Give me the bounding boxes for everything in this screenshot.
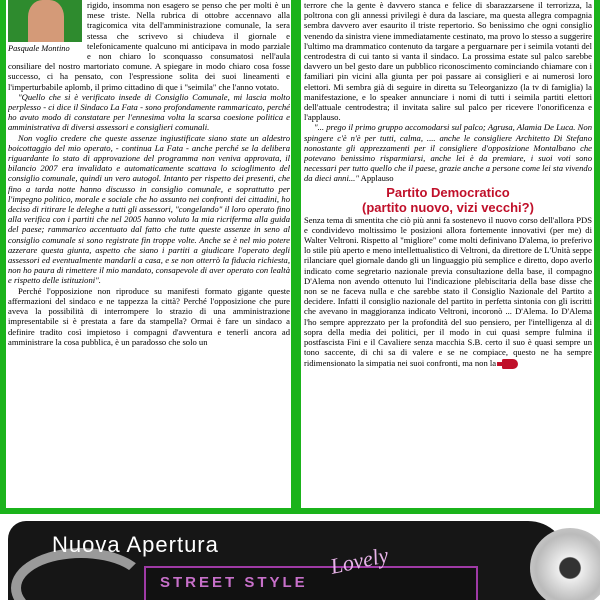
applause-text: Applauso: [360, 173, 394, 184]
banner-logo-script: Lovely: [327, 542, 391, 579]
pd-section-title: [304, 185, 592, 215]
author-photo-block: [8, 0, 84, 54]
green-frame-right: [594, 0, 600, 514]
ceremony-quote: "... prego il primo gruppo accomodarsi sul palco; Agrusa, Alamia De Luca. Non spingere c'è n'è per tutti, calma, .... anche le consigliere Architetto Di Stefano nonostante gli apprezzamenti per il consigliere d'opposizione Montalbano che potevano benissimo risparmiarsi, anche lei è da premiare, i suoi voti sono necessari per tutto quello che il paese, grazie anche a persone come lei sta vivendo da dieci anni..." Applauso: [304, 122, 592, 184]
left-column: [8, 0, 290, 506]
right-top-paragraph: terrore che la gente è davvero stanca e felice di sbarazzarsene il terrorizza, la poltrona con gli annessi privilegi è dura da lasciare, ma questa allegra compagnia sembra davvero aver esaurito il triste repertorio. So benissimo che ogni consiglio venendo da sinistra viene immediatamente cestinato, ma provo lo stesso a suggerire l'ultimo ma drammatico contenuto da targare a perguarnare per i seimila votanti del centrodestra di cui tanto si vanta il sindaco. La prossima estate sul palco sarebbe davvero un bel gesto dare un pubblico riconoscimento cominciando chiamare con i familiari pin vicini alla giunta per poi passare ai consiglieri e ai numerosi loro elettori. Mi sembra già di seguire in diretta su Teleorganizzo (la tv di famiglia) la manifestazione, e lo speaker annunciare i nomi di tutti i seimila partiti elettori dell'attuale centrodestra; il invitata salire sul palco per ricevere l'onorificenza e l'applauso.: [304, 0, 592, 123]
intro-paragraph: rigido, insomma non esagero se penso che per molti è un mese triste. Nella rubrica di ottobre accennavo alla tragicomica vita dell'amministrazione comunale, la sera stessa che scrivevo si chiudeva il giornale e telefonicamente qualcuno mi anticipava in modo parziale e non chiaro lo sconquasso consumatosi nell'aula consiliare del nostro martoriato comune. A spiegare in modo chiaro cosa fosse successo, ci ha pensato, con l'espressione solita dei suoi lineamenti e l'imperturbabile aplomb, il primo cittadino di que i "seimila" che l'anno votato.: [8, 0, 290, 92]
banner-title: Nuova Apertura: [52, 532, 219, 557]
portrait-photo: [8, 0, 82, 42]
mayor-quote-1: "Quello che si è verificato insede di Consiglio Comunale, mi lascia molto perplesso - ci dice il Sindaco La Fata - sono profondamente rammaricato, perché ho avuto modo di constatare per l'ennesima volta la scarsa coesione politica e amministrativa di diversi assessori e consiglieri comunali.: [8, 91, 290, 133]
right-column: [304, 0, 592, 506]
mayor-quote-2: Non voglio credere che queste assenze ingiustificate siano state un aldestro boicottaggio del mio operato, - continua La Fata - anche perché se la delibera riguardante lo stato di approvazione del programma non veniva approvata, il bilancio 2007 era invalidato e automaticamente scattava lo scioglimento del consiglio comunale, quindi un vero autogol. Intanto per rispetto dei presenti, che fino a tarda notte hanno discusso in consiglio comunale, e soprattutto per l'impegno politico, morale e sociale che ho assunto nei confronti dei cittadini, ho deciso di ritirare le deleghe a tutti gli assessori, "congelando" il loro operato fino alla verifica con i partiti che nel 2005 hanno voluto la mia ricriferma alla guida del paese; rammarico accentuato dal fatto che tutte queste assenze in seno al consiglio comunale si sono registrate fin troppe volte. Anche se è nel mio potere azzerare questa giunta, aspetto che siano i partiti a giudicare l'operato degli assessori ed eventualmente mandarli a casa, e se non otterrò la fiducia richiesta, non ho paura di rimettere il mio mandato, consapevole di aver operato con lealtà e rispetto delle istituzioni".: [8, 132, 290, 286]
pd-title-line1: Partito Democratico: [386, 184, 510, 200]
pd-paragraph: Senza tema di smentita che ciò più anni fa sostenevo il nuovo corso dell'allora PDS e condividevo moltissimo le posizioni allora fortemente innovativi (per me) di Walter Veltroni. Rispetto al "migliore" come molti definivano D'alema, io preferivo lo stile più aperto e meno intellettualistico di Veltroni, da direttore de L'Unità seppe rilanciare quel giornale dando gli un linguaggio più semplice e diretto, dopo averlo indicato come segretario nazionale previa consultazione della base, il compagno D'Alema non avendo ottenuto lui l'indicazione plebiscitaria della base disse che non se ne faceva nulla e che sarebbe stato il Consiglio Nazionale del Partito a decidere. Infatti il consiglio nazionale del partito in perfetta sintonia con gli iscritti che avevano in maggioranza indicato Veltroni, incoronò ... D'Alema. Io D'Alema l'ho sempre apprezzato per la profondità del suo pensiero, per l'intelligenza al di sopra della media dei politici, per il modo in cui quasi sempre fulmina il postfascista Fini e il Cavaliere senza macchia S.B. certo il suo è quasi sempre un tono saccente, di chi sa di valere e se ne compiace, questo ne ha sempre ridimensionato la simpatia nei suoi confronti, ma non la: [304, 214, 592, 368]
banner-logo-text: STREET STYLE: [160, 574, 308, 591]
closing-paragraph: Perché l'opposizione non riproduce su manifesti formato gigante queste affermazioni del sindaco e ne tappezza la città? Perché l'opposizione che pure aveva la possibilità di interrompere lo strazio di una amministrazione impresentabile si è prestata a fare da stampella? Ormai è fare un sindaco a definire tradito così impietoso i compagni d'avventura e tenerli ancora ad amministrare la cosa pubblica, è un paradosso che solo un: [8, 285, 290, 347]
pd-title-line2: (partito nuovo, vizi vecchi?): [362, 199, 534, 215]
photo-caption: Pasquale Montino: [8, 44, 70, 53]
green-frame-left: [0, 0, 6, 514]
pointing-hand-icon: [502, 359, 518, 369]
green-column-divider: [291, 0, 301, 514]
